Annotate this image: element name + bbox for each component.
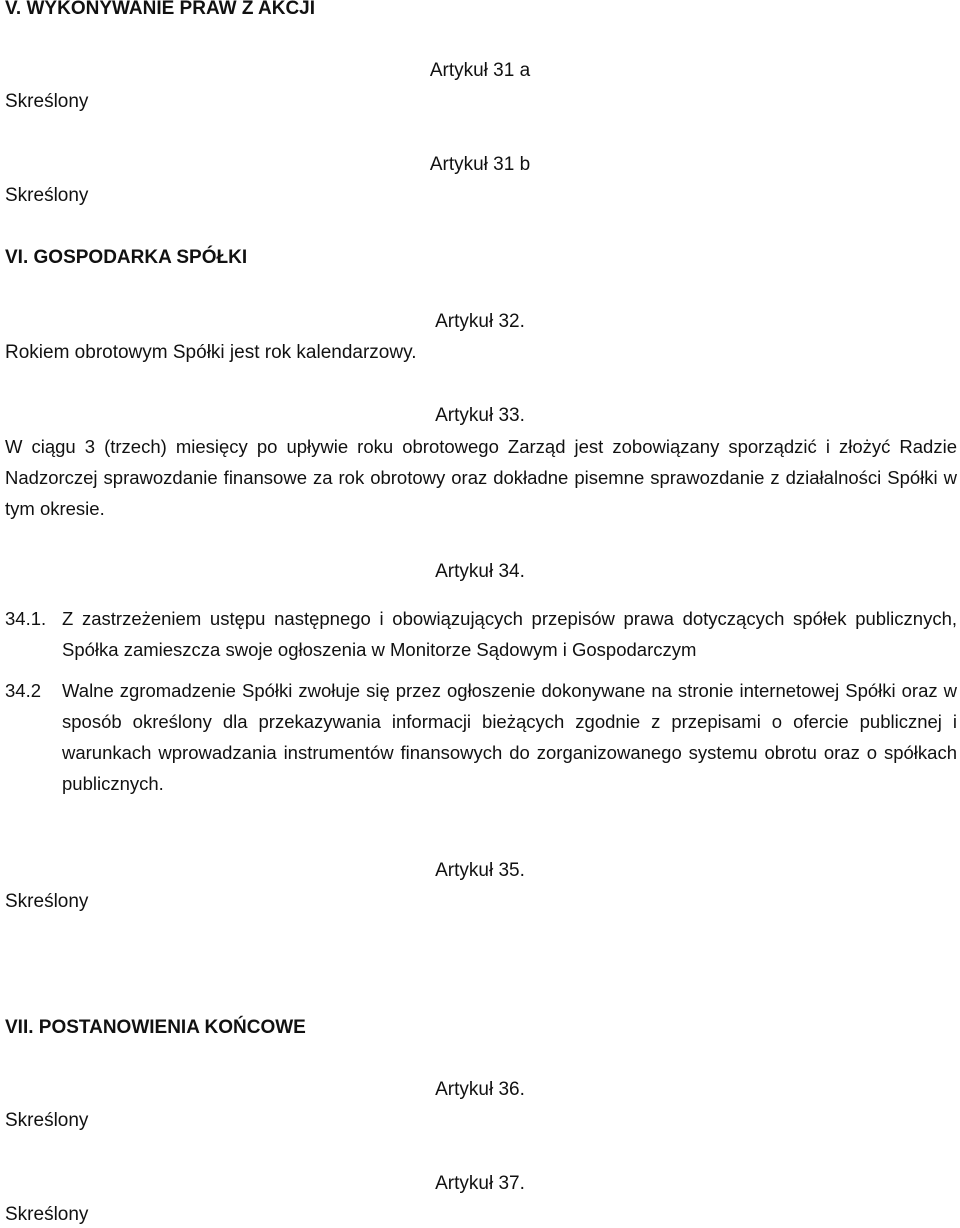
article-32-heading: Artykuł 32. [435, 311, 525, 332]
section-title-v: V. WYKONYWANIE PRAW Z AKCJI [5, 0, 316, 19]
article-35-heading: Artykuł 35. [435, 860, 525, 881]
article-31b-heading: Artykuł 31 b [429, 154, 531, 175]
item-number: 34.1. [5, 608, 47, 629]
item-text: Walne zgromadzenie Spółki zwołuje się przez ogłoszenie dokonywane na stronie internetowej Spółki oraz w sposób określony dla przekazywania informacji bieżących zgodnie z przepisami o ofercie publicznej i warunkach wprowadzania instrumentów finansowych do zorganizowanego systemu obrotu oraz o spółkach publicznych. [62, 680, 957, 794]
item-number: 34.2 [5, 680, 42, 701]
section-title-vi: VI. GOSPODARKA SPÓŁKI [5, 247, 248, 268]
article-37-text: Skreślony [5, 1204, 89, 1225]
article-37-heading: Artykuł 37. [435, 1173, 525, 1194]
item-text: Z zastrzeżeniem ustępu następnego i obowiązujących przepisów prawa dotyczących spółek publicznych, Spółka zamieszcza swoje ogłoszenia w Monitorze Sądowym i Gospodarczym [62, 608, 957, 660]
article-34-item-1 [5, 603, 957, 665]
article-33-heading: Artykuł 33. [435, 405, 525, 426]
article-32-text: Rokiem obrotowym Spółki jest rok kalendarzowy. [5, 342, 417, 363]
article-35-text: Skreślony [5, 891, 89, 912]
article-36-text: Skreślony [5, 1110, 89, 1131]
article-36-heading: Artykuł 36. [435, 1079, 525, 1100]
section-title-vii: VII. POSTANOWIENIA KOŃCOWE [5, 1017, 306, 1038]
article-34-heading: Artykuł 34. [435, 561, 525, 582]
article-31a-text: Skreślony [5, 91, 89, 112]
article-31b-text: Skreślony [5, 185, 89, 206]
article-33-text: W ciągu 3 (trzech) miesięcy po upływie roku obrotowego Zarząd jest zobowiązany sporządzić i złożyć Radzie Nadzorczej sprawozdanie finansowe za rok obrotowy oraz dokładne pisemne sprawozdanie z działalności Spółki w tym okresie. [5, 436, 957, 519]
article-31a-heading: Artykuł 31 a [429, 60, 531, 81]
article-34-item-2 [5, 675, 957, 799]
